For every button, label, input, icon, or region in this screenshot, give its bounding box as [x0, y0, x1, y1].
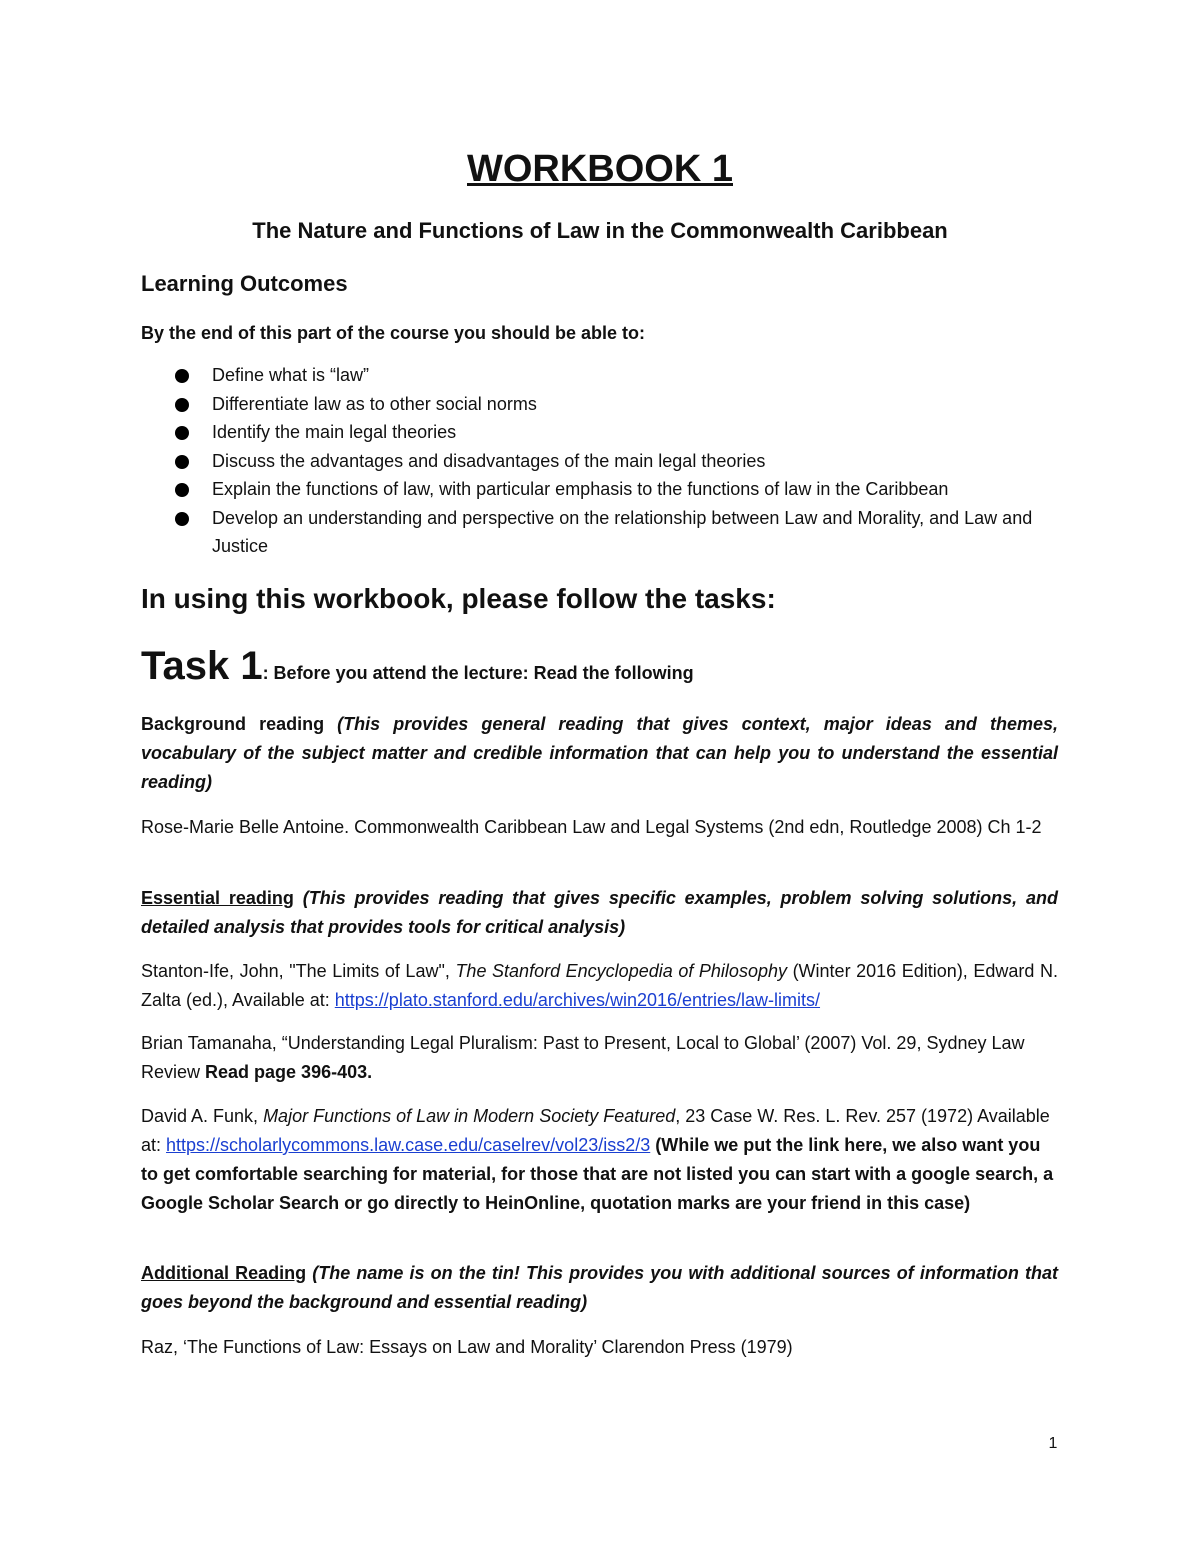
essential-reference-tamanaha [141, 1029, 1058, 1087]
tasks-heading: In using this workbook, please follow the tasks: [141, 583, 776, 614]
additional-reading-reference: Raz, ‘The Functions of Law: Essays on Law and Morality’ Clarendon Press (1979) [141, 1337, 793, 1357]
list-item-text: Define what is “law” [212, 365, 370, 385]
page-title: WORKBOOK 1 [467, 148, 733, 190]
essential-reading-label: Essential reading [141, 888, 294, 908]
list-item-text: Differentiate law as to other social norms [212, 393, 537, 414]
search-advice-note: (While we put the link here, we also want you to get comfortable searching for material, for those that are not listed you can start with a google search, a Google Scholar Search or go directly to HeinOnline, quotation marks are your friend in this case) [141, 1135, 1054, 1213]
list-item [141, 418, 1058, 447]
task-1-label: Task 1 [141, 644, 263, 688]
reference-text: (Winter 2016 Edition), Edward N. Zalta (ed.), Available at: [141, 961, 1059, 1010]
learning-outcomes-list [141, 361, 1058, 561]
scholarly-commons-link[interactable]: https://scholarlycommons.law.case.edu/caselrev/vol23/iss2/3 [166, 1135, 651, 1155]
background-reading-label: Background reading [141, 714, 325, 734]
additional-reading-section [141, 1259, 1058, 1317]
bullet-icon [175, 483, 189, 497]
reference-text: Brian Tamanaha, “Understanding Legal Pluralism: Past to Present, Local to Global’ (2007) Vol. 29, Sydney Law Review [141, 1033, 1025, 1082]
additional-reading-label: Additional Reading [141, 1263, 307, 1283]
bullet-icon [175, 369, 189, 383]
background-reading-section [141, 710, 1058, 797]
learning-outcomes-intro: By the end of this part of the course you should be able to: [141, 323, 646, 343]
bullet-icon [175, 426, 189, 440]
list-item-text: Identify the main legal theories [212, 422, 457, 442]
essential-reading-section [141, 884, 1058, 942]
list-item [141, 361, 1058, 390]
background-reading-description: (This provides general reading that gives context, major ideas and themes, vocabulary of the subject matter and credible information that can help you to understand the essential reading) [141, 714, 1058, 792]
essential-reference-stanton-ife [141, 957, 1058, 1015]
list-item-text: Discuss the advantages and disadvantages of the main legal theories [212, 450, 766, 471]
reading-pages: Read page 396-403. [205, 1062, 373, 1082]
page-subtitle: The Nature and Functions of Law in the Commonwealth Caribbean [252, 218, 948, 243]
list-item [141, 447, 1058, 476]
reference-title: The Stanford Encyclopedia of Philosophy [455, 961, 787, 981]
list-item-text: Explain the functions of law, with particular emphasis to the functions of law in the Caribbean [212, 479, 949, 499]
learning-outcomes-heading: Learning Outcomes [141, 271, 348, 296]
list-item-text: Develop an understanding and perspective on the relationship between Law and Morality, and Law and Justice [212, 507, 1033, 556]
bullet-icon [175, 455, 189, 469]
plato-stanford-link[interactable]: https://plato.stanford.edu/archives/win2016/entries/law-limits/ [334, 990, 821, 1010]
bullet-icon [175, 398, 189, 412]
task-1-heading [141, 640, 1058, 699]
reference-text: David A. Funk, [141, 1106, 264, 1126]
list-item [141, 504, 1058, 561]
reference-text: Stanton-Ife, John, "The Limits of Law", [141, 961, 456, 981]
list-item [141, 390, 1058, 419]
task-1-instruction: : Before you attend the lecture: Read the following [262, 663, 694, 683]
list-item [141, 475, 1058, 504]
page-number: 1 [1048, 1435, 1058, 1452]
additional-reading-description: (The name is on the tin! This provides you with additional sources of information that goes beyond the background and essential reading) [141, 1263, 1058, 1312]
bullet-icon [175, 512, 189, 526]
reference-text: , 23 Case W. Res. L. Rev. 257 (1972) Available at: [141, 1106, 1050, 1155]
reference-title: Major Functions of Law in Modern Society Featured [263, 1106, 676, 1126]
essential-reference-funk [141, 1102, 1058, 1218]
essential-reading-description: (This provides reading that gives specific examples, problem solving solutions, and detailed analysis that provides tools for critical analysis) [141, 888, 1058, 937]
background-reading-reference: Rose-Marie Belle Antoine. Commonwealth Caribbean Law and Legal Systems (2nd edn, Routledge 2008) Ch 1-2 [141, 817, 1042, 837]
